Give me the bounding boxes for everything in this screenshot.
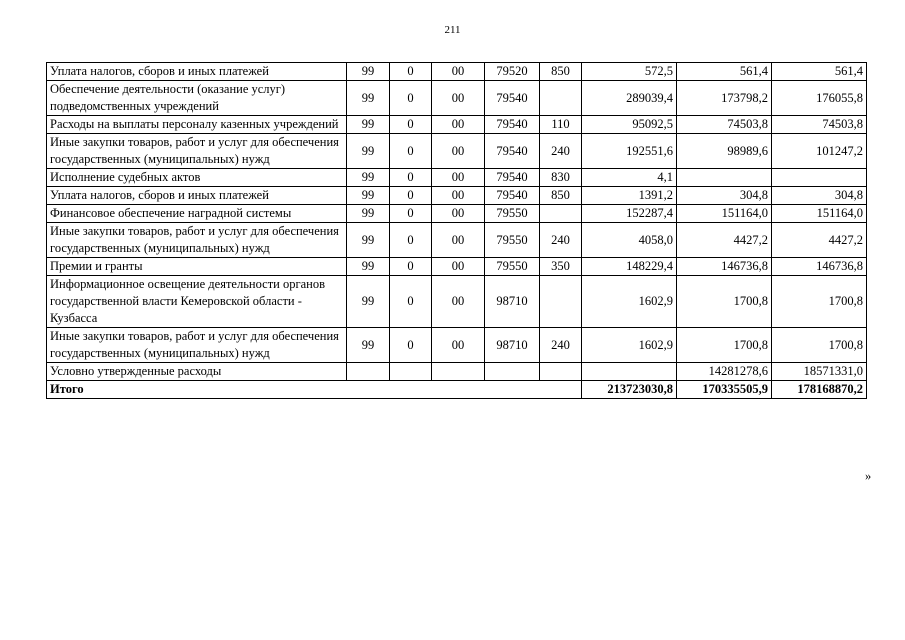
code-5: 240 [540,328,582,363]
code-2: 0 [390,187,432,205]
code-5 [540,81,582,116]
code-3: 00 [432,134,485,169]
code-3: 00 [432,328,485,363]
code-1: 99 [347,276,390,328]
code-2 [390,363,432,381]
code-1: 99 [347,328,390,363]
code-5: 830 [540,169,582,187]
code-1: 99 [347,223,390,258]
value-1: 4058,0 [582,223,677,258]
code-4: 79540 [485,134,540,169]
code-3: 00 [432,116,485,134]
code-3: 00 [432,169,485,187]
value-3: 304,8 [772,187,867,205]
code-4: 79520 [485,63,540,81]
value-1: 148229,4 [582,258,677,276]
total-value-1: 213723030,8 [582,381,677,399]
value-3 [772,169,867,187]
table-row [47,116,867,134]
row-name: Финансовое обеспечение наградной системы [47,205,347,223]
code-1: 99 [347,63,390,81]
code-4: 98710 [485,276,540,328]
code-1: 99 [347,116,390,134]
code-4: 98710 [485,328,540,363]
table-row [47,328,867,363]
row-name: Обеспечение деятельности (оказание услуг) подведомственных учреждений [47,81,347,116]
row-name: Расходы на выплаты персоналу казенных учреждений [47,116,347,134]
value-2: 98989,6 [677,134,772,169]
value-2: 1700,8 [677,328,772,363]
code-2: 0 [390,134,432,169]
code-4: 79550 [485,258,540,276]
value-1: 192551,6 [582,134,677,169]
value-1: 289039,4 [582,81,677,116]
code-1: 99 [347,205,390,223]
table-row [47,81,867,116]
code-2: 0 [390,223,432,258]
value-3: 1700,8 [772,328,867,363]
table-row [47,205,867,223]
code-2: 0 [390,258,432,276]
row-name: Уплата налогов, сборов и иных платежей [47,63,347,81]
row-name: Исполнение судебных актов [47,169,347,187]
table-row [47,276,867,328]
row-name: Уплата налогов, сборов и иных платежей [47,187,347,205]
value-2: 151164,0 [677,205,772,223]
table-row [47,169,867,187]
code-1: 99 [347,81,390,116]
code-3: 00 [432,63,485,81]
value-2: 1700,8 [677,276,772,328]
total-row [47,381,867,399]
total-value-2: 170335505,9 [677,381,772,399]
value-1 [582,363,677,381]
row-name: Условно утвержденные расходы [47,363,347,381]
row-name: Информационное освещение деятельности органов государственной власти Кемеровской области - Кузбасса [47,276,347,328]
code-2: 0 [390,276,432,328]
table-row [47,223,867,258]
code-1: 99 [347,134,390,169]
value-1: 152287,4 [582,205,677,223]
value-3: 101247,2 [772,134,867,169]
value-3: 4427,2 [772,223,867,258]
value-2: 304,8 [677,187,772,205]
value-2: 14281278,6 [677,363,772,381]
code-4: 79550 [485,205,540,223]
code-4 [485,363,540,381]
code-5: 850 [540,187,582,205]
code-5: 240 [540,223,582,258]
row-name: Иные закупки товаров, работ и услуг для обеспечения государственных (муниципальных) нужд [47,134,347,169]
row-name: Иные закупки товаров, работ и услуг для обеспечения государственных (муниципальных) нужд [47,223,347,258]
code-5: 110 [540,116,582,134]
value-3: 561,4 [772,63,867,81]
code-5: 240 [540,134,582,169]
code-4: 79540 [485,81,540,116]
total-value-3: 178168870,2 [772,381,867,399]
value-1: 1602,9 [582,276,677,328]
value-3: 176055,8 [772,81,867,116]
code-2: 0 [390,81,432,116]
value-2 [677,169,772,187]
value-1: 95092,5 [582,116,677,134]
table-row [47,63,867,81]
value-2: 74503,8 [677,116,772,134]
value-3: 1700,8 [772,276,867,328]
code-2: 0 [390,169,432,187]
code-1: 99 [347,258,390,276]
code-5 [540,205,582,223]
code-2: 0 [390,328,432,363]
table-row [47,258,867,276]
value-1: 1602,9 [582,328,677,363]
value-3: 74503,8 [772,116,867,134]
code-1: 99 [347,187,390,205]
code-1: 99 [347,169,390,187]
total-label: Итого [47,381,582,399]
code-3: 00 [432,187,485,205]
code-4: 79540 [485,169,540,187]
table-row [47,187,867,205]
budget-table [46,62,867,399]
code-2: 0 [390,116,432,134]
code-2: 0 [390,63,432,81]
value-3: 151164,0 [772,205,867,223]
code-5: 350 [540,258,582,276]
code-3: 00 [432,276,485,328]
code-2: 0 [390,205,432,223]
closing-quote: » [865,469,872,483]
value-1: 572,5 [582,63,677,81]
code-3: 00 [432,81,485,116]
table-row [47,363,867,381]
table-row [47,134,867,169]
table-body [47,63,867,381]
value-2: 173798,2 [677,81,772,116]
code-5: 850 [540,63,582,81]
code-4: 79540 [485,116,540,134]
value-2: 4427,2 [677,223,772,258]
row-name: Премии и гранты [47,258,347,276]
value-2: 146736,8 [677,258,772,276]
code-5 [540,276,582,328]
value-1: 1391,2 [582,187,677,205]
value-3: 18571331,0 [772,363,867,381]
code-4: 79550 [485,223,540,258]
code-1 [347,363,390,381]
code-4: 79540 [485,187,540,205]
code-3 [432,363,485,381]
value-3: 146736,8 [772,258,867,276]
code-3: 00 [432,205,485,223]
value-2: 561,4 [677,63,772,81]
row-name: Иные закупки товаров, работ и услуг для обеспечения государственных (муниципальных) нужд [47,328,347,363]
page-number: 211 [444,24,461,36]
code-3: 00 [432,258,485,276]
code-5 [540,363,582,381]
value-1: 4,1 [582,169,677,187]
code-3: 00 [432,223,485,258]
